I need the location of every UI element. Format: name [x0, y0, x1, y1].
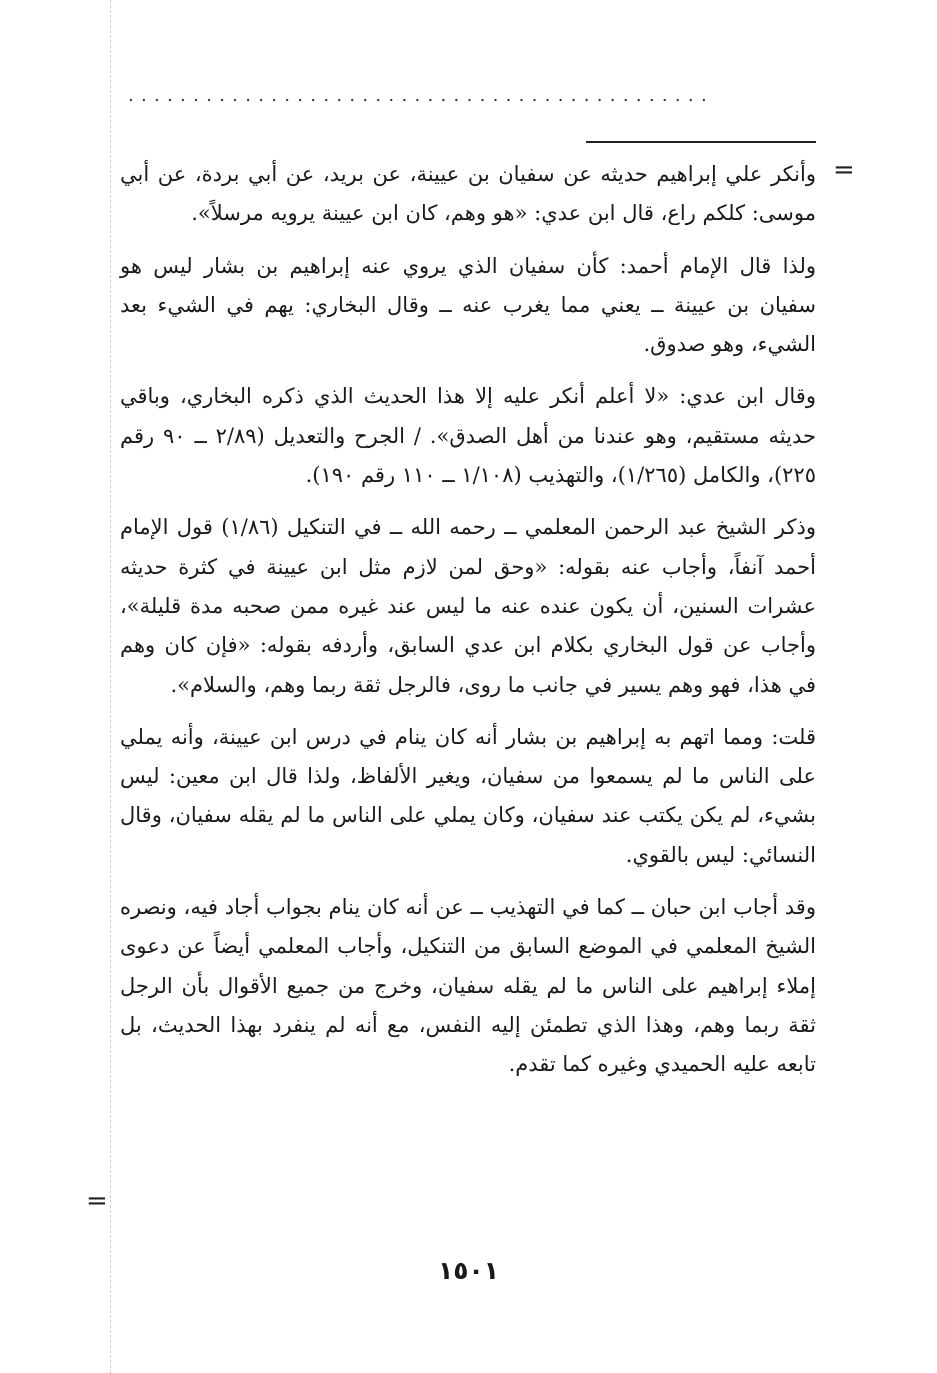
paragraph: وقد أجاب ابن حبان ــ كما في التهذيب ــ عن أنه كان ينام بجواب أجاد فيه، ونصره الشيخ المعلمي في الموضع السابق من التنكيل، وأجاب المعلمي أيضاً عن دعوى إملاء إبراهيم على الناس ما لم يقله سفيان، وخرج من جميع الأقوال بأن الرجل ثقة ربما وهم، وهذا الذي تطمئن إليه النفس، مع أنه لم ينفرد بهذا الحديث، بل تابعه عليه الحميدي وغيره كما تقدم.	[120, 895, 816, 1077]
margin-guide-line	[110, 0, 111, 1373]
paragraph: وأنكر علي إبراهيم حديثه عن سفيان بن عيينة، عن بريد، عن أبي بردة، عن أبي موسى: كلكم راع، قال ابن عدي: «هو وهم، كان ابن عيينة يرويه مرسلاً».	[120, 162, 816, 226]
continuation-mark-top: =	[833, 155, 855, 185]
footnote-rule	[586, 141, 816, 143]
footnote-text	[120, 155, 816, 1098]
dotted-separator: .............................................	[128, 86, 714, 106]
paragraph: ولذا قال الإمام أحمد: كأن سفيان الذي يروي عنه إبراهيم بن بشار ليس هو سفيان بن عيينة ــ يعني مما يغرب عنه ــ وقال البخاري: يهم في الشيء بعد الشيء، وهو صدوق.	[120, 253, 816, 357]
paragraph: وقال ابن عدي: «لا أعلم أنكر عليه إلا هذا الحديث الذي ذكره البخاري، وباقي حديثه مستقيم، وهو عندنا من أهل الصدق». / الجرح والتعديل (٢/٨٩ ــ ٩٠ رقم ٢٢٥)، والكامل (١/٢٦٥)، والتهذيب (١/١٠٨ ــ ١١٠ رقم ١٩٠).	[120, 384, 816, 488]
page-number: ١٥٠١	[437, 1256, 500, 1285]
paragraph: قلت: ومما اتهم به إبراهيم بن بشار أنه كان ينام في درس ابن عيينة، وأنه يملي على الناس ما لم يسمعوا من سفيان، ويغير الألفاظ، ولذا قال ابن معين: ليس بشيء، لم يكن يكتب عند سفيان، وكان يملي على الناس ما لم يقله سفيان، وقال النسائي: ليس بالقوي.	[120, 724, 816, 867]
continuation-mark-bottom: =	[86, 1186, 108, 1216]
paragraph: وذكر الشيخ عبد الرحمن المعلمي ــ رحمه الله ــ في التنكيل (١/٨٦) قول الإمام أحمد آنفاً، وأجاب عنه بقوله: «وحق لمن لازم مثل ابن عيينة في كثرة حديثه عشرات السنين، أن يكون عنده عنه ما ليس عند غيره ممن صحبه مدة قليلة»، وأجاب عن قول البخاري بكلام ابن عدي السابق، وأردفه بقوله: «فإن كان وهم في هذا، فهو وهم يسير في جانب ما روى، فالرجل ثقة ربما وهم، والسلام».	[120, 515, 816, 697]
